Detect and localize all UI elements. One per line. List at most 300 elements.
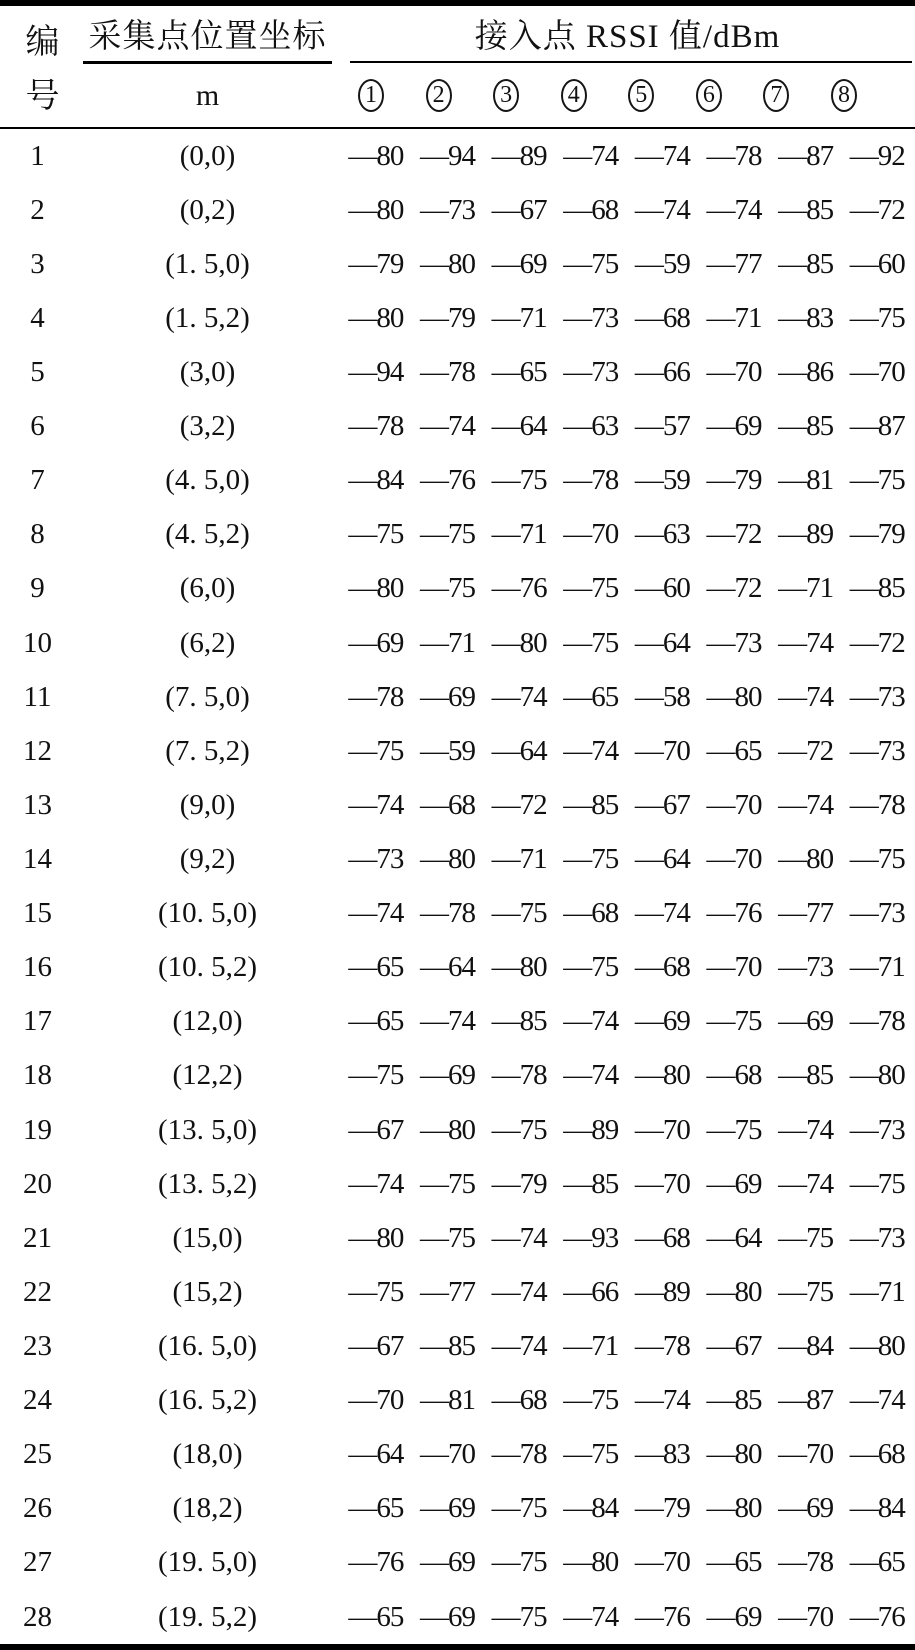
rssi-value: —83 (778, 301, 834, 334)
rssi-value: —74 (563, 734, 619, 767)
rssi-value: —75 (419, 518, 475, 551)
rssi-value: —80 (348, 1221, 404, 1254)
rssi-value: —86 (778, 355, 834, 388)
rssi-values-cell (340, 194, 915, 227)
rssi-value: —73 (849, 734, 905, 767)
rssi-values-cell (340, 1005, 915, 1038)
row-number-cell: 14 (23, 842, 52, 875)
coordinate-cell: (7. 5,2) (165, 734, 250, 767)
rssi-value: —78 (849, 1005, 905, 1038)
table-row (0, 670, 915, 724)
rssi-value: —85 (849, 572, 905, 605)
coordinate-cell: (3,0) (179, 355, 236, 388)
rssi-value: —78 (778, 1546, 834, 1579)
rssi-value: —72 (849, 626, 905, 659)
circled-ap-number-icon: 6 (696, 79, 722, 112)
rssi-value: —58 (634, 680, 690, 713)
rssi-value: —75 (348, 1059, 404, 1092)
rssi-value: —64 (634, 842, 690, 875)
coordinate-cell: (18,0) (172, 1438, 243, 1471)
coordinate-cell: (19. 5,2) (157, 1600, 258, 1633)
coordinate-cell: (12,0) (172, 1005, 243, 1038)
rssi-value: —71 (849, 951, 905, 984)
rssi-value: —74 (419, 410, 475, 443)
rssi-value: —74 (778, 680, 834, 713)
row-number-cell: 3 (30, 247, 45, 280)
rssi-value: —78 (491, 1438, 547, 1471)
rssi-value: —78 (849, 788, 905, 821)
rssi-value: —72 (491, 788, 547, 821)
table-row (0, 1536, 915, 1590)
rssi-value: —79 (706, 464, 762, 497)
rssi-value: —76 (491, 572, 547, 605)
coordinate-cell: (7. 5,0) (165, 680, 250, 713)
table-row (0, 508, 915, 562)
table-row (0, 400, 915, 454)
rssi-values-cell (340, 1546, 915, 1579)
rssi-value: —79 (348, 247, 404, 280)
rssi-value: —71 (778, 572, 834, 605)
row-number-cell: 16 (23, 951, 52, 984)
table-row (0, 237, 915, 291)
rssi-value: —71 (563, 1329, 619, 1362)
rssi-value: —68 (634, 951, 690, 984)
table-row (0, 129, 915, 183)
rssi-value: —72 (706, 518, 762, 551)
rssi-value: —75 (778, 1275, 834, 1308)
rssi-value: —73 (563, 355, 619, 388)
table-row (0, 1319, 915, 1373)
rssi-values-cell (340, 410, 915, 443)
rssi-value: —75 (563, 951, 619, 984)
rssi-value: —74 (348, 1167, 404, 1200)
row-number-cell: 2 (30, 193, 45, 226)
rssi-value: —75 (563, 1384, 619, 1417)
rssi-value: —73 (706, 626, 762, 659)
row-number-cell: 26 (23, 1492, 52, 1525)
rssi-value: —78 (706, 139, 762, 172)
row-number-cell: 25 (23, 1438, 52, 1471)
rssi-value: —78 (419, 355, 475, 388)
circled-ap-number-icon: 3 (493, 79, 519, 112)
circled-ap-number-icon: 7 (763, 79, 789, 112)
rssi-values-cell (340, 1168, 915, 1201)
rssi-value: —77 (778, 897, 834, 930)
rssi-value: —63 (634, 518, 690, 551)
rssi-value: —75 (491, 1113, 547, 1146)
rssi-value: —74 (778, 788, 834, 821)
row-number-cell: 7 (30, 464, 45, 497)
rssi-value: —74 (778, 1113, 834, 1146)
rssi-values-cell (340, 302, 915, 335)
table-row (0, 1157, 915, 1211)
rssi-value: —74 (563, 139, 619, 172)
rssi-value: —74 (849, 1384, 905, 1417)
rssi-values-cell (340, 572, 915, 605)
rssi-value: —69 (419, 1492, 475, 1525)
rssi-value: —75 (849, 1167, 905, 1200)
rssi-value: —74 (348, 788, 404, 821)
row-number-cell: 24 (23, 1384, 52, 1417)
rssi-value: —66 (634, 355, 690, 388)
rssi-values-cell (340, 140, 915, 173)
rssi-value: —70 (634, 1546, 690, 1579)
table-row (0, 291, 915, 345)
rssi-value: —64 (706, 1221, 762, 1254)
rssi-value: —70 (419, 1438, 475, 1471)
table-row (0, 562, 915, 616)
table-row (0, 616, 915, 670)
rssi-value: —74 (491, 1275, 547, 1308)
table-row (0, 778, 915, 832)
rssi-value: —65 (849, 1546, 905, 1579)
table-row (0, 1374, 915, 1428)
rssi-value: —65 (348, 951, 404, 984)
rssi-values-cell (340, 681, 915, 714)
rssi-value: —69 (706, 1600, 762, 1633)
rssi-value: —67 (348, 1329, 404, 1362)
table-row (0, 1482, 915, 1536)
rssi-value: —75 (706, 1113, 762, 1146)
row-number-cell: 12 (23, 734, 52, 767)
rssi-value: —75 (491, 1492, 547, 1525)
rssi-value: —85 (778, 1059, 834, 1092)
rssi-value: —76 (348, 1546, 404, 1579)
rssi-value: —85 (563, 788, 619, 821)
row-number-cell: 23 (23, 1329, 52, 1362)
row-number-cell: 21 (23, 1221, 52, 1254)
rssi-value: —84 (348, 464, 404, 497)
rssi-value: —75 (491, 1600, 547, 1633)
rssi-value: —71 (419, 626, 475, 659)
rssi-value: —75 (348, 734, 404, 767)
rssi-value: —78 (563, 464, 619, 497)
header-col-position (75, 6, 340, 127)
rssi-value: —72 (778, 734, 834, 767)
coordinate-cell: (0,2) (179, 193, 236, 226)
coordinate-cell: (6,0) (179, 572, 236, 605)
rssi-value: —70 (706, 951, 762, 984)
rssi-value: —69 (419, 1600, 475, 1633)
rssi-values-cell (340, 627, 915, 660)
rssi-value: —75 (563, 247, 619, 280)
rssi-value: —75 (348, 518, 404, 551)
rssi-value: —78 (348, 410, 404, 443)
rssi-value: —63 (563, 410, 619, 443)
rssi-value: —79 (634, 1492, 690, 1525)
rssi-value: —75 (706, 1005, 762, 1038)
rssi-value: —89 (778, 518, 834, 551)
rssi-value: —67 (348, 1113, 404, 1146)
table-row (0, 724, 915, 778)
rssi-value: —59 (634, 464, 690, 497)
header-position-unit: m (195, 78, 220, 112)
coordinate-cell: (4. 5,0) (165, 464, 250, 497)
coordinate-cell: (10. 5,2) (157, 951, 258, 984)
rssi-values-cell (340, 1384, 915, 1417)
rssi-value: —85 (778, 410, 834, 443)
coordinate-cell: (16. 5,0) (157, 1329, 258, 1362)
coordinate-cell: (12,2) (172, 1059, 243, 1092)
rssi-value: —80 (849, 1329, 905, 1362)
rssi-value: —68 (849, 1438, 905, 1471)
row-number-cell: 19 (23, 1113, 52, 1146)
rssi-value: —65 (348, 1600, 404, 1633)
rssi-value: —89 (634, 1275, 690, 1308)
rssi-value: —75 (778, 1221, 834, 1254)
rssi-value: —65 (706, 1546, 762, 1579)
rssi-value: —75 (419, 572, 475, 605)
rssi-value: —74 (491, 1329, 547, 1362)
rssi-value: —80 (419, 1113, 475, 1146)
rssi-value: —80 (419, 247, 475, 280)
rssi-value: —74 (491, 1221, 547, 1254)
header-ap-number-row (340, 63, 915, 127)
rssi-value: —69 (419, 680, 475, 713)
circled-ap-number-icon: 5 (628, 79, 654, 112)
row-number-cell: 5 (30, 355, 45, 388)
rssi-value: —69 (491, 247, 547, 280)
table-body (0, 129, 915, 1644)
rssi-value: —69 (778, 1005, 834, 1038)
coordinate-cell: (9,0) (179, 788, 236, 821)
rssi-value: —75 (419, 1221, 475, 1254)
table-row (0, 345, 915, 399)
rssi-values-cell (340, 951, 915, 984)
rssi-value: —79 (419, 301, 475, 334)
rssi-value: —80 (778, 842, 834, 875)
rssi-value: —60 (849, 247, 905, 280)
rssi-value: —80 (706, 1438, 762, 1471)
rssi-value: —85 (491, 1005, 547, 1038)
rssi-value: —73 (563, 301, 619, 334)
rssi-value: —70 (634, 734, 690, 767)
rssi-value: —75 (491, 897, 547, 930)
rssi-value: —74 (348, 897, 404, 930)
rssi-value: —80 (348, 572, 404, 605)
rssi-value: —84 (778, 1329, 834, 1362)
coordinate-cell: (15,2) (172, 1275, 243, 1308)
table-row (0, 1590, 915, 1644)
rssi-values-cell (340, 897, 915, 930)
coordinate-cell: (3,2) (179, 410, 236, 443)
row-number-cell: 4 (30, 301, 45, 334)
table-row (0, 887, 915, 941)
rssi-value: —68 (563, 193, 619, 226)
rssi-value: —85 (563, 1167, 619, 1200)
table-row (0, 995, 915, 1049)
rssi-value: —59 (634, 247, 690, 280)
rssi-value: —89 (563, 1113, 619, 1146)
table-row (0, 1265, 915, 1319)
rssi-values-cell (340, 789, 915, 822)
rssi-value: —80 (491, 626, 547, 659)
rssi-value: —73 (348, 842, 404, 875)
rssi-value: —74 (634, 139, 690, 172)
rssi-value: —74 (706, 193, 762, 226)
rssi-value: —70 (348, 1384, 404, 1417)
rssi-value: —75 (348, 1275, 404, 1308)
header-col-rssi (340, 6, 915, 127)
rssi-value: —84 (849, 1492, 905, 1525)
row-number-cell: 27 (23, 1546, 52, 1579)
rssi-value: —69 (634, 1005, 690, 1038)
coordinate-cell: (15,0) (172, 1221, 243, 1254)
circled-ap-number-icon: 2 (426, 79, 452, 112)
circled-ap-number-icon: 4 (561, 79, 587, 112)
rssi-value: —80 (706, 1492, 762, 1525)
rssi-values-cell (340, 1330, 915, 1363)
header-position-title: 采集点位置坐标 (88, 19, 327, 55)
rssi-values-cell (340, 735, 915, 768)
table-bottom-rule (0, 1644, 915, 1650)
rssi-value: —73 (849, 1221, 905, 1254)
rssi-value: —94 (348, 355, 404, 388)
rssi-value: —74 (419, 1005, 475, 1038)
rssi-value: —70 (706, 355, 762, 388)
rssi-value: —70 (634, 1113, 690, 1146)
rssi-value: —85 (778, 247, 834, 280)
rssi-value: —79 (491, 1167, 547, 1200)
table-row (0, 454, 915, 508)
rssi-value: —80 (706, 680, 762, 713)
rssi-value: —59 (419, 734, 475, 767)
circled-ap-number-icon: 1 (358, 79, 384, 112)
rssi-value: —74 (634, 193, 690, 226)
rssi-value: —67 (491, 193, 547, 226)
coordinate-cell: (13. 5,0) (157, 1113, 258, 1146)
rssi-value: —64 (491, 410, 547, 443)
row-number-cell: 6 (30, 410, 45, 443)
rssi-value: —78 (491, 1059, 547, 1092)
rssi-value: —65 (491, 355, 547, 388)
rssi-value: —66 (563, 1275, 619, 1308)
row-number-cell: 13 (23, 788, 52, 821)
rssi-value: —57 (634, 410, 690, 443)
rssi-value: —80 (491, 951, 547, 984)
rssi-value: —74 (563, 1059, 619, 1092)
row-number-cell: 1 (30, 139, 45, 172)
table-row (0, 183, 915, 237)
rssi-value: —85 (778, 193, 834, 226)
rssi-value: —69 (778, 1492, 834, 1525)
row-number-cell: 28 (23, 1600, 52, 1633)
coordinate-cell: (13. 5,2) (157, 1167, 258, 1200)
rssi-value: —70 (706, 788, 762, 821)
rssi-value: —75 (849, 842, 905, 875)
row-number-cell: 11 (23, 680, 52, 713)
coordinate-cell: (1. 5,0) (165, 247, 250, 280)
rssi-value: —77 (419, 1275, 475, 1308)
rssi-value: —64 (491, 734, 547, 767)
rssi-values-cell (340, 518, 915, 551)
rssi-value: —67 (706, 1329, 762, 1362)
rssi-value: —73 (849, 1113, 905, 1146)
rssi-value: —79 (849, 518, 905, 551)
rssi-value: —65 (348, 1492, 404, 1525)
rssi-value: —70 (563, 518, 619, 551)
rssi-value: —75 (563, 1438, 619, 1471)
rssi-value: —87 (849, 410, 905, 443)
rssi-value: —68 (491, 1384, 547, 1417)
header-rssi-title: 接入点 RSSI 值/dBm (474, 19, 781, 55)
rssi-value: —75 (849, 301, 905, 334)
coordinate-cell: (9,2) (179, 842, 236, 875)
rssi-values-cell (340, 1222, 915, 1255)
rssi-value: —80 (419, 842, 475, 875)
rssi-values-cell (340, 1601, 915, 1634)
table-row (0, 1049, 915, 1103)
rssi-value: —74 (634, 1384, 690, 1417)
rssi-value: —64 (634, 626, 690, 659)
rssi-value: —64 (348, 1438, 404, 1471)
rssi-value: —80 (563, 1546, 619, 1579)
rssi-value: —76 (849, 1600, 905, 1633)
coordinate-cell: (10. 5,0) (157, 897, 258, 930)
rssi-value: —70 (849, 355, 905, 388)
coordinate-cell: (6,2) (179, 626, 236, 659)
rssi-value: —74 (778, 626, 834, 659)
rssi-value: —64 (419, 951, 475, 984)
rssi-value: —70 (634, 1167, 690, 1200)
table-row (0, 1428, 915, 1482)
rssi-value: —78 (348, 680, 404, 713)
row-number-cell: 17 (23, 1005, 52, 1038)
table-row (0, 1211, 915, 1265)
rssi-value: —78 (419, 897, 475, 930)
rssi-value: —81 (419, 1384, 475, 1417)
rssi-value: —78 (634, 1329, 690, 1362)
circled-ap-number-icon: 8 (831, 79, 857, 112)
coordinate-cell: (0,0) (179, 139, 236, 172)
coordinate-cell: (19. 5,0) (157, 1546, 258, 1579)
rssi-value: —67 (634, 788, 690, 821)
row-number-cell: 9 (30, 572, 45, 605)
rssi-value: —71 (491, 518, 547, 551)
rssi-value: —80 (348, 139, 404, 172)
rssi-values-cell (340, 464, 915, 497)
row-number-cell: 22 (23, 1275, 52, 1308)
rssi-value: —68 (634, 301, 690, 334)
rssi-value: —83 (634, 1438, 690, 1471)
rssi-value: —69 (419, 1546, 475, 1579)
rssi-value: —75 (419, 1167, 475, 1200)
rssi-value: —73 (419, 193, 475, 226)
rssi-value: —87 (778, 139, 834, 172)
rssi-value: —93 (563, 1221, 619, 1254)
rssi-value: —94 (419, 139, 475, 172)
rssi-value: —80 (849, 1059, 905, 1092)
header-col-number (0, 6, 75, 127)
rssi-values-cell (340, 1492, 915, 1525)
rssi-value: —74 (491, 680, 547, 713)
rssi-value: —71 (706, 301, 762, 334)
header-number-label-line2: 号 (25, 77, 60, 115)
rssi-value: —85 (706, 1384, 762, 1417)
rssi-value: —69 (419, 1059, 475, 1092)
rssi-values-cell (340, 1276, 915, 1309)
rssi-value: —68 (419, 788, 475, 821)
rssi-value: —73 (778, 951, 834, 984)
table-row (0, 1103, 915, 1157)
rssi-value: —80 (634, 1059, 690, 1092)
row-number-cell: 20 (23, 1167, 52, 1200)
rssi-value: —74 (778, 1167, 834, 1200)
rssi-value: —74 (634, 897, 690, 930)
rssi-value: —65 (348, 1005, 404, 1038)
rssi-value: —73 (849, 897, 905, 930)
rssi-value: —75 (491, 1546, 547, 1579)
